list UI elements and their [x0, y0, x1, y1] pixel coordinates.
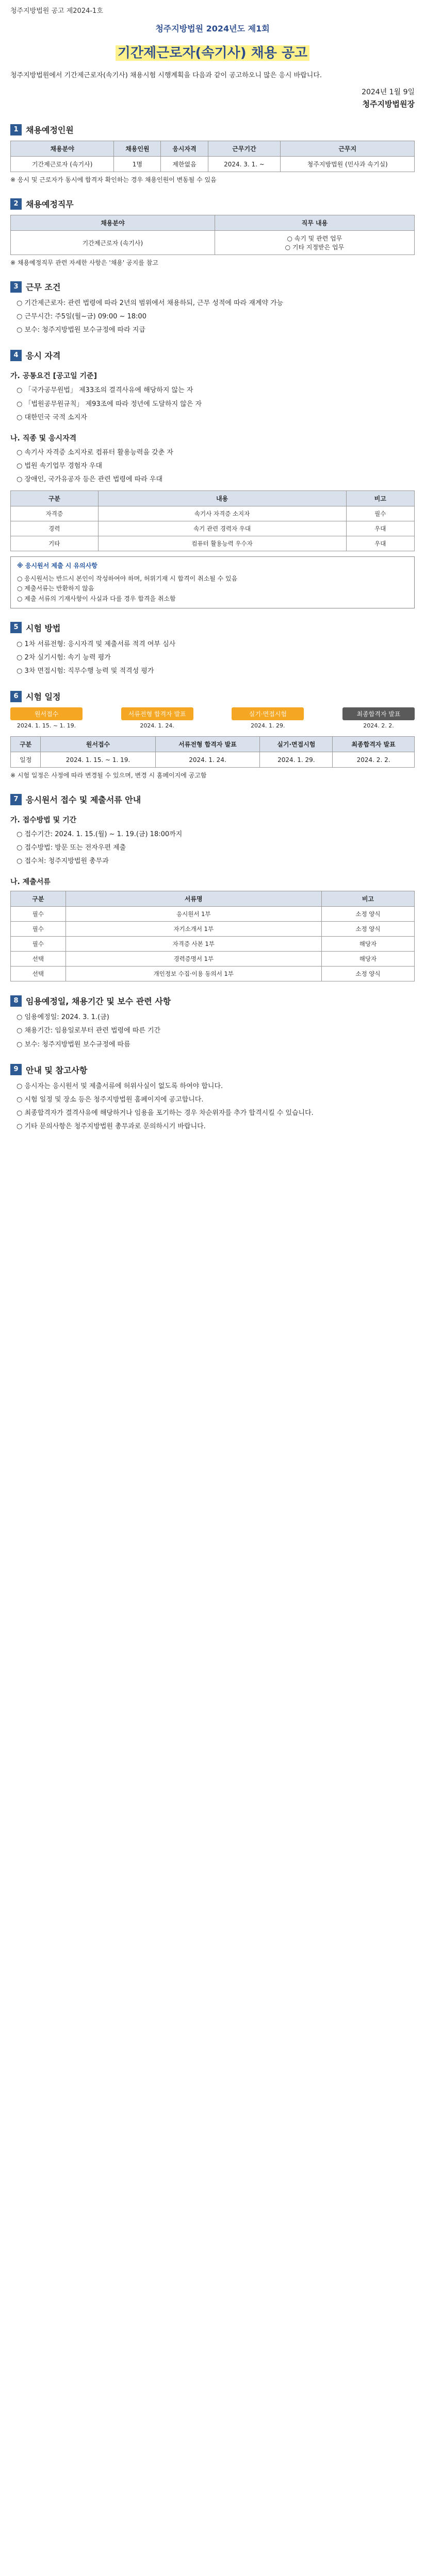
table-row — [11, 536, 415, 551]
table-cell: 2024. 3. 1. ~ — [208, 157, 281, 172]
notice-number: 청주지방법원 공고 제2024-1호 — [10, 7, 103, 15]
section-8-title — [10, 995, 415, 1007]
table-cell: 필수 — [11, 922, 66, 937]
table2-header: 채용분야 — [11, 215, 215, 231]
list-item: ○ 기간제근로자: 관련 법령에 따라 2년의 범위에서 채용하되, 근무 성적에 따라 재계약 가능 — [17, 299, 284, 308]
table2-note: ※ 채용예정직무 관련 자세한 사항은 '채용' 공지를 참고 — [10, 259, 158, 267]
list-item: ○ 「국가공무원법」 제33조의 결격사유에 해당하지 않는 자 — [17, 386, 193, 395]
table4-header: 서류전형 합격자 발표 — [155, 737, 260, 752]
table-cell: 1명 — [114, 157, 161, 172]
list-item: ○ 대한민국 국적 소지자 — [17, 413, 87, 421]
table4-header: 실기·면접시험 — [260, 737, 333, 752]
date-block — [10, 87, 415, 110]
table-row — [11, 157, 415, 172]
table4-header: 구분 — [11, 737, 41, 752]
table-cell: 2024. 1. 15. ~ 1. 19. — [41, 752, 155, 768]
table-cell: 기간제근로자 (속기사) — [11, 231, 215, 255]
table2-header: 직무 내용 — [215, 215, 414, 231]
section-8-number: 8 — [10, 995, 22, 1007]
table1-header: 채용분야 — [11, 141, 114, 157]
section-1-title — [10, 124, 415, 135]
notice-box — [10, 556, 415, 608]
notice-line: ○ 응시원서는 반드시 본인이 작성하여야 하며, 허위기재 시 합격이 취소될 수 있음 — [17, 575, 238, 583]
table-row — [11, 521, 415, 536]
section-7-title — [10, 793, 415, 805]
table-cell: 소정 양식 — [321, 967, 414, 981]
table-cell: 2024. 1. 29. — [260, 752, 333, 768]
schedule-step-label: 최종합격자 발표 — [342, 707, 415, 720]
table-cell: 일정 — [11, 752, 41, 768]
schedule-step-date: 2024. 1. 29. — [251, 722, 285, 730]
list-item: ○ 근무시간: 주5일(월~금) 09:00 ~ 18:00 — [17, 313, 146, 321]
table3-header: 비고 — [346, 491, 414, 506]
notice-page — [0, 0, 425, 1165]
s7-content-1 — [10, 829, 415, 867]
table-row — [11, 952, 415, 967]
s4-subhead-1: 가. 공통요건 [공고일 기준] — [10, 372, 97, 381]
section-5-title — [10, 622, 415, 634]
table-cell: 청주지방법원 (민사과 속기실) — [281, 157, 415, 172]
list-item: ○ 속기사 자격증 소지자로 컴퓨터 활용능력을 갖춘 자 — [17, 448, 173, 456]
list-item: ○ 시험 일정 및 장소 등은 청주지방법원 홈페이지에 공고합니다. — [17, 1095, 204, 1104]
schedule-step — [342, 707, 415, 729]
section-1-label: 채용예정인원 — [26, 125, 74, 135]
table1-header: 근무지 — [281, 141, 415, 157]
list-item: ○ 3차 면접시험: 직무수행 능력 및 적격성 평가 — [17, 667, 154, 675]
section-3-content — [10, 298, 415, 336]
title-prefix: 청주지방법원 2024년도 제1회 — [155, 24, 270, 33]
page-title — [10, 42, 415, 61]
table-cell: 필수 — [11, 907, 66, 922]
section-2-number: 2 — [10, 198, 22, 210]
list-item: ○ 채용기간: 임용일로부터 관련 법령에 따른 기간 — [17, 1027, 161, 1035]
list-item: ○ 장애인, 국가유공자 등은 관련 법령에 따라 우대 — [17, 475, 163, 483]
issuing-org: 청주지방법원장 — [362, 99, 415, 109]
schedule-step-date: 2024. 2. 2. — [363, 722, 394, 730]
section-9-title — [10, 1064, 415, 1076]
table-cell: 우대 — [346, 536, 414, 551]
section-3-title — [10, 281, 415, 293]
list-item: ○ 「법원공무원규칙」 제93조에 따라 정년에 도달하지 않은 자 — [17, 400, 202, 408]
section-4-title — [10, 349, 415, 361]
section-8-label: 임용예정일, 채용기간 및 보수 관련 사항 — [26, 996, 171, 1007]
table-cell: 선택 — [11, 952, 66, 967]
schedule-step-label: 서류전형 합격자 발표 — [121, 707, 193, 720]
table-cell: 자격증 사본 1부 — [66, 937, 321, 952]
section-5-content — [10, 639, 415, 677]
s4-subhead-2: 나. 직종 및 응시자격 — [10, 434, 77, 443]
table1-note: ※ 응시 및 근로자가 동시에 합격자 확인하는 경우 채용인원이 변동될 수 있음 — [10, 176, 217, 184]
schedule-step — [10, 707, 83, 729]
table1-header: 응시자격 — [161, 141, 208, 157]
table5-header: 구분 — [11, 891, 66, 907]
table-cell: 컴퓨터 활용능력 우수자 — [98, 536, 346, 551]
table-cell: 경력증명서 1부 — [66, 952, 321, 967]
table5-header: 서류명 — [66, 891, 321, 907]
table-cell: 해당자 — [321, 952, 414, 967]
section-9-label: 안내 및 참고사항 — [26, 1065, 88, 1075]
schedule-steps — [10, 707, 415, 729]
table-cell: 속기 관련 경력자 우대 — [98, 521, 346, 536]
list-item: ○ 최종합격자가 결격사유에 해당하거나 임용을 포기하는 경우 차순위자를 추가 합격시킬 수 있습니다. — [17, 1109, 314, 1117]
table-cell: 기타 — [11, 536, 99, 551]
section-2-label: 채용예정직무 — [26, 199, 74, 210]
notice-box-title: ※ 응시원서 제출 시 유의사항 — [17, 562, 97, 570]
table-cell: 경력 — [11, 521, 99, 536]
section-5-label: 시험 방법 — [26, 623, 61, 633]
table-cell: 해당자 — [321, 937, 414, 952]
table-row — [11, 967, 415, 981]
list-item: ○ 임용예정일: 2024. 3. 1.(금) — [17, 1013, 109, 1022]
section-2-title — [10, 198, 415, 210]
table-cell: 필수 — [346, 506, 414, 521]
table1-header: 채용인원 — [114, 141, 161, 157]
table-cell: 2024. 2. 2. — [333, 752, 415, 768]
section-9-number: 9 — [10, 1064, 22, 1075]
schedule-step-label: 실기·면접시험 — [232, 707, 304, 720]
table-cell: ○ 속기 및 관련 업무 ○ 기타 지정받은 업무 — [215, 231, 414, 255]
table-cell: 소정 양식 — [321, 922, 414, 937]
schedule-step — [232, 707, 304, 729]
section-5-number: 5 — [10, 622, 22, 633]
schedule-step-date: 2024. 1. 24. — [140, 722, 174, 730]
table4-note: ※ 시험 일정은 사정에 따라 변경될 수 있으며, 변경 시 홈페이지에 공고함 — [10, 772, 207, 779]
table-cell: 기간제근로자 (속기사) — [11, 157, 114, 172]
table-qualifications — [10, 490, 415, 551]
table-recruitment — [10, 141, 415, 172]
list-item: ○ 응시자는 응시원서 및 제출서류에 허위사실이 없도록 하여야 합니다. — [17, 1082, 223, 1090]
schedule-step — [121, 707, 193, 729]
table-row — [11, 937, 415, 952]
s7-subhead-2: 나. 제출서류 — [10, 878, 51, 887]
section-8-content — [10, 1012, 415, 1050]
list-item: ○ 법원 속기업무 경험자 우대 — [17, 462, 103, 470]
section-6-title — [10, 690, 415, 702]
page-title-text: 기간제근로자(속기사) 채용 공고 — [116, 45, 309, 61]
list-item: ○ 접수처: 청주지방법원 총무과 — [17, 857, 109, 866]
section-4-number: 4 — [10, 350, 22, 361]
section-3-label: 근무 조건 — [26, 282, 61, 293]
table1-header: 근무기간 — [208, 141, 281, 157]
table4-header: 최종합격자 발표 — [333, 737, 415, 752]
list-item: ○ 보수: 청주지방법원 보수규정에 따라 지급 — [17, 326, 145, 334]
table4-header: 원서접수 — [41, 737, 155, 752]
table-row — [11, 922, 415, 937]
s4-content-2 — [10, 447, 415, 485]
table-schedule — [10, 736, 415, 768]
table-cell: 필수 — [11, 937, 66, 952]
section-6-number: 6 — [10, 691, 22, 702]
section-1-number: 1 — [10, 124, 22, 135]
list-item: ○ 2차 실기시험: 속기 능력 평가 — [17, 653, 111, 662]
table-documents — [10, 891, 415, 981]
table3-header: 내용 — [98, 491, 346, 506]
table5-header: 비고 — [321, 891, 414, 907]
section-9-content — [10, 1081, 415, 1132]
intro-text: 청주지방법원에서 기간제근로자(속기사) 채용시험 시행계획을 다음과 같이 공고하오니 많은 응시 바랍니다. — [10, 72, 322, 79]
table-cell: 소정 양식 — [321, 907, 414, 922]
table-row — [11, 752, 415, 768]
list-item: ○ 접수방법: 방문 또는 전자우편 제출 — [17, 844, 126, 852]
list-item: ○ 보수: 청주지방법원 보수규정에 따름 — [17, 1040, 130, 1048]
table-cell: 응시원서 1부 — [66, 907, 321, 922]
table3-header: 구분 — [11, 491, 99, 506]
table-cell: 우대 — [346, 521, 414, 536]
s7-subhead-1: 가. 접수방법 및 기간 — [10, 816, 77, 825]
table-row — [11, 231, 415, 255]
table-cell: 자기소개서 1부 — [66, 922, 321, 937]
section-7-number: 7 — [10, 794, 22, 805]
list-item: ○ 1차 서류전형: 응시자격 및 제출서류 적격 여부 심사 — [17, 640, 176, 648]
list-item: ○ 기타 문의사항은 청주지방법원 총무과로 문의하시기 바랍니다. — [17, 1122, 206, 1130]
table-cell: 선택 — [11, 967, 66, 981]
table-cell: 제한없음 — [161, 157, 208, 172]
schedule-step-label: 원서접수 — [10, 707, 83, 720]
notice-line: ○ 제출서류는 반환하지 않음 — [17, 585, 94, 592]
table-row — [11, 506, 415, 521]
notice-line: ○ 제출 서류의 기재사항이 사실과 다를 경우 합격을 취소함 — [17, 595, 176, 602]
section-6-label: 시험 일정 — [26, 692, 61, 702]
list-item: ○ 접수기간: 2024. 1. 15.(월) ~ 1. 19.(금) 18:00까지 — [17, 831, 183, 839]
schedule-step-date: 2024. 1. 15. ~ 1. 19. — [17, 722, 76, 730]
s4-content-1 — [10, 385, 415, 423]
table-duties — [10, 215, 415, 255]
table-cell: 속기사 자격증 소지자 — [98, 506, 346, 521]
notice-date: 2024년 1월 9일 — [362, 88, 415, 96]
section-4-label: 응시 자격 — [26, 351, 61, 361]
table-row — [11, 907, 415, 922]
section-3-number: 3 — [10, 281, 22, 293]
table-cell: 개인정보 수집·이용 동의서 1부 — [66, 967, 321, 981]
table-cell: 자격증 — [11, 506, 99, 521]
section-7-label: 응시원서 접수 및 제출서류 안내 — [26, 795, 141, 805]
table-cell: 2024. 1. 24. — [155, 752, 260, 768]
